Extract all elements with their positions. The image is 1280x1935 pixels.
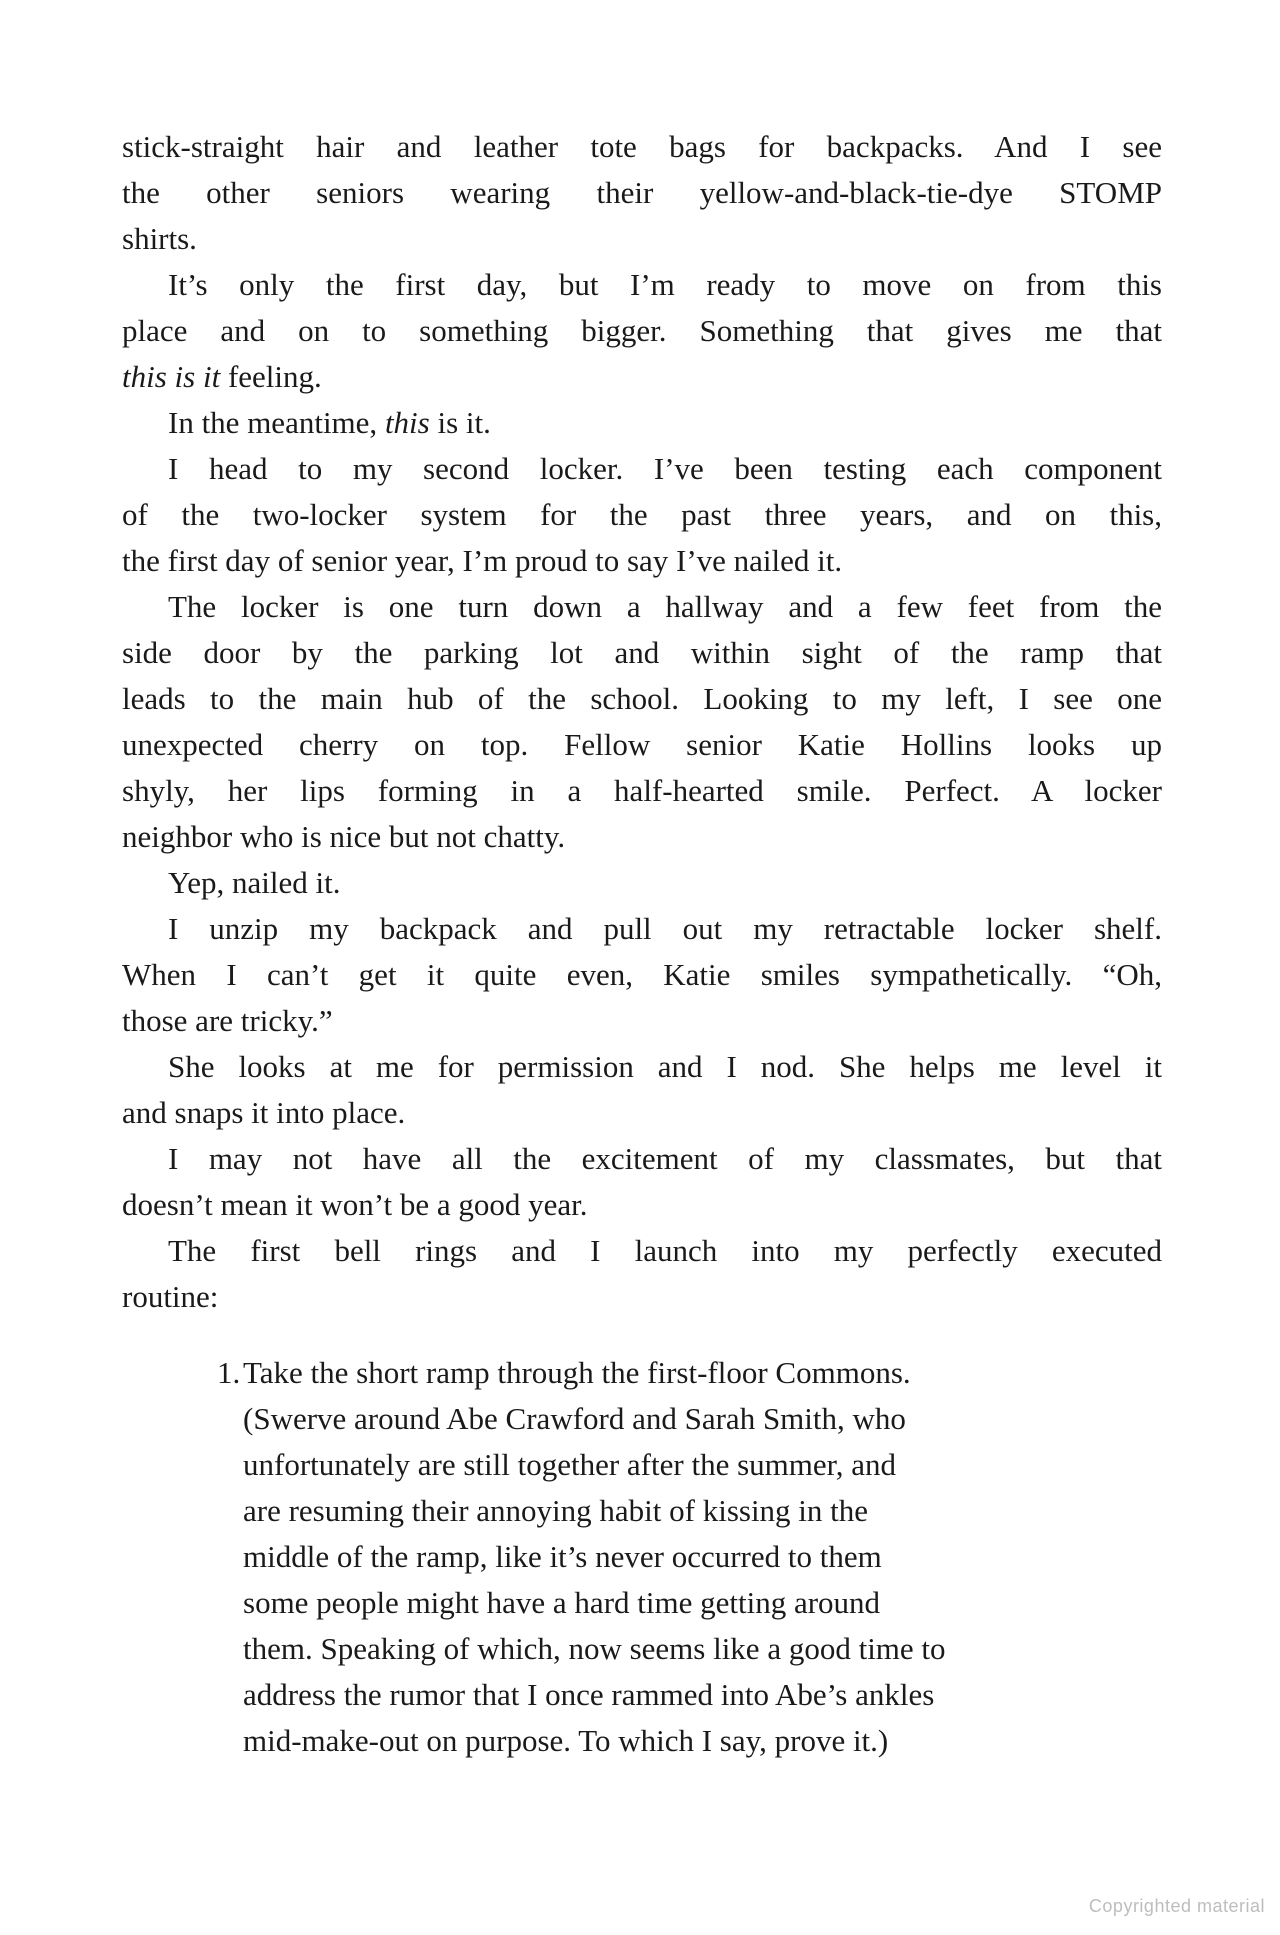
text-line: and snaps it into place.	[122, 1095, 406, 1130]
text-line: them. Speaking of which, now seems like a good time to	[243, 1631, 946, 1666]
list-item	[122, 1350, 1162, 1764]
italic-phrase: this is it	[122, 359, 221, 394]
list-text-line	[122, 1488, 1162, 1534]
text-line: She looks at me for permission and I nod. She helps me level it	[168, 1049, 1162, 1084]
text-line: mid-make-out on purpose. To which I say, prove it.)	[243, 1723, 889, 1758]
text-line: doesn’t mean it won’t be a good year.	[122, 1187, 588, 1222]
text-line: routine:	[122, 1279, 219, 1314]
list-text-line	[122, 1672, 1162, 1718]
list-text-line	[122, 1718, 1162, 1764]
text-line: shirts.	[122, 221, 197, 256]
list-text-line	[122, 1442, 1162, 1488]
text-line: The locker is one turn down a hallway and a few feet from the	[168, 589, 1162, 624]
paragraph	[122, 1044, 1162, 1136]
text-line: It’s only the first day, but I’m ready to move on from this	[168, 267, 1162, 302]
list-number: 1.	[217, 1355, 241, 1390]
text-line: neighbor who is nice but not chatty.	[122, 819, 566, 854]
list-text-line	[122, 1350, 1162, 1396]
text-block	[122, 0, 1162, 1764]
list-text-line	[122, 1396, 1162, 1442]
paragraph	[122, 124, 1162, 262]
text-line: I may not have all the excitement of my classmates, but that	[168, 1141, 1162, 1176]
text-line: those are tricky.”	[122, 1003, 333, 1038]
text-line: unfortunately are still together after the summer, and	[243, 1447, 896, 1482]
text-line: side door by the parking lot and within sight of the ramp that	[122, 635, 1162, 670]
text-line: unexpected cherry on top. Fellow senior Katie Hollins looks up	[122, 727, 1162, 762]
italic-phrase: this	[384, 405, 430, 440]
text-line: place and on to something bigger. Something that gives me that	[122, 313, 1162, 348]
text-line: stick-straight hair and leather tote bags for backpacks. And I see	[122, 129, 1162, 164]
paragraph	[122, 1136, 1162, 1228]
list-text-line	[122, 1534, 1162, 1580]
paragraph	[122, 262, 1162, 400]
paragraph	[122, 860, 1162, 906]
text-line: are resuming their annoying habit of kissing in the	[243, 1493, 869, 1528]
text-line: of the two-locker system for the past three years, and on this,	[122, 497, 1162, 532]
text-line: the first day of senior year, I’m proud to say I’ve nailed it.	[122, 543, 843, 578]
text-line: some people might have a hard time getting around	[243, 1585, 881, 1620]
paragraph	[122, 584, 1162, 860]
text-line: I unzip my backpack and pull out my retractable locker shelf.	[168, 911, 1162, 946]
text-line: Take the short ramp through the first-floor Commons.	[243, 1355, 911, 1390]
text-line: shyly, her lips forming in a half-hearted smile. Perfect. A locker	[122, 773, 1162, 808]
text-line: The first bell rings and I launch into my perfectly executed	[168, 1233, 1162, 1268]
copyright-watermark: Copyrighted material	[1088, 1896, 1265, 1916]
text-line: leads to the main hub of the school. Looking to my left, I see one	[122, 681, 1162, 716]
paragraph	[122, 906, 1162, 1044]
text-line: middle of the ramp, like it’s never occurred to them	[243, 1539, 882, 1574]
numbered-list	[122, 1350, 1162, 1764]
paragraph	[122, 1228, 1162, 1320]
list-text-line	[122, 1580, 1162, 1626]
text-line: Yep, nailed it.	[168, 865, 341, 900]
text-line: When I can’t get it quite even, Katie smiles sympathetically. “Oh,	[122, 957, 1162, 992]
text-line: address the rumor that I once rammed into Abe’s ankles	[243, 1677, 935, 1712]
paragraph	[122, 400, 1162, 446]
text-line: I head to my second locker. I’ve been testing each component	[168, 451, 1162, 486]
list-text-line	[122, 1626, 1162, 1672]
text-line: (Swerve around Abe Crawford and Sarah Smith, who	[243, 1401, 906, 1436]
text-line: In the meantime, this is it.	[168, 405, 491, 440]
text-line: the other seniors wearing their yellow-and-black-tie-dye STOMP	[122, 175, 1162, 210]
text-line: this is it feeling.	[122, 359, 322, 394]
paragraph	[122, 446, 1162, 584]
